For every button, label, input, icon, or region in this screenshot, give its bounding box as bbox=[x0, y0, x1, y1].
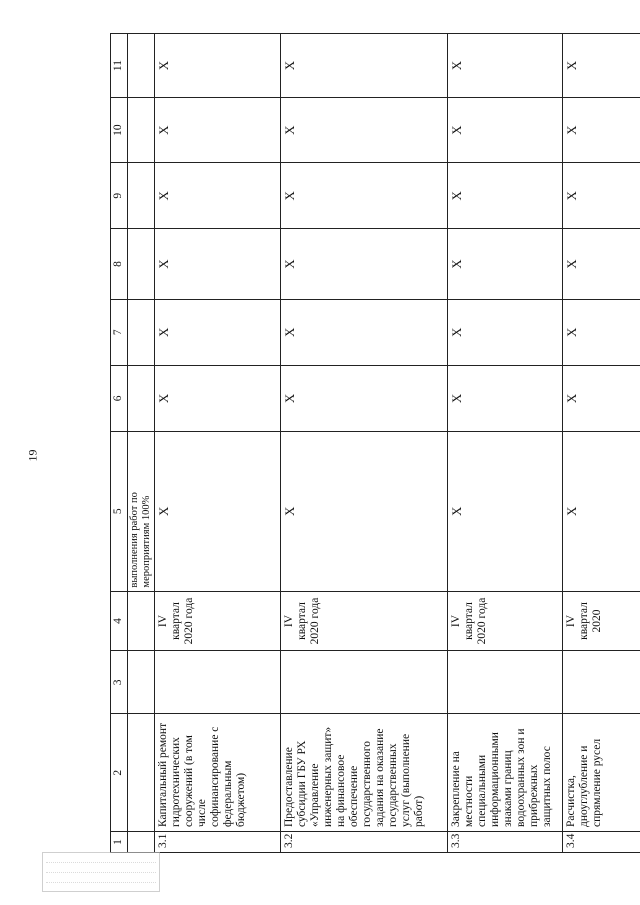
x-cell: X bbox=[448, 163, 563, 229]
measure-name: Предоставление субсидии ГБУ РХ «Управление инженерных защит» на финансовое обеспечение государственного задания на оказание государственных услуг (выполнение работ) bbox=[281, 714, 448, 832]
table-row bbox=[281, 34, 448, 853]
row-number: 3.3 bbox=[448, 832, 563, 853]
col-number: 11 bbox=[111, 34, 128, 98]
x-cell: X bbox=[281, 365, 448, 431]
table-row bbox=[563, 34, 640, 853]
x-cell: X bbox=[563, 229, 640, 299]
col-number: 6 bbox=[111, 365, 128, 431]
x-cell: X bbox=[155, 229, 281, 299]
column-number-row bbox=[111, 34, 128, 853]
x-cell: X bbox=[448, 34, 563, 98]
continuation-text: выполнения работ по мероприятиям 100% bbox=[128, 431, 155, 591]
col5-cell: X bbox=[448, 431, 563, 591]
col3-cell bbox=[448, 651, 563, 714]
table-row bbox=[448, 34, 563, 853]
x-cell: X bbox=[281, 34, 448, 98]
continuation-row bbox=[128, 34, 155, 853]
row-number: 3.2 bbox=[281, 832, 448, 853]
col-number: 5 bbox=[111, 431, 128, 591]
x-cell: X bbox=[155, 34, 281, 98]
col-number: 9 bbox=[111, 163, 128, 229]
col5-cell: X bbox=[281, 431, 448, 591]
term-cell: IV квартал 2020 bbox=[563, 591, 640, 651]
x-cell: X bbox=[281, 98, 448, 163]
col3-cell bbox=[281, 651, 448, 714]
x-cell: X bbox=[155, 299, 281, 365]
col5-cell: X bbox=[155, 431, 281, 591]
rotated-table-sheet bbox=[110, 33, 632, 853]
x-cell: X bbox=[448, 299, 563, 365]
measures-table bbox=[110, 33, 640, 853]
x-cell: X bbox=[448, 98, 563, 163]
col-number: 2 bbox=[111, 714, 128, 832]
x-cell: X bbox=[155, 163, 281, 229]
row-number: 3.4 bbox=[563, 832, 640, 853]
term-cell: IV квартал 2020 года bbox=[155, 591, 281, 651]
term-cell: IV квартал 2020 года bbox=[448, 591, 563, 651]
x-cell: X bbox=[563, 163, 640, 229]
x-cell: X bbox=[281, 229, 448, 299]
col-number: 10 bbox=[111, 98, 128, 163]
x-cell: X bbox=[155, 98, 281, 163]
col-number: 1 bbox=[111, 832, 128, 853]
faded-stamp-image bbox=[42, 852, 160, 892]
x-cell: X bbox=[281, 299, 448, 365]
col-number: 8 bbox=[111, 229, 128, 299]
col-number: 7 bbox=[111, 299, 128, 365]
term-cell: IV квартал 2020 года bbox=[281, 591, 448, 651]
col-number: 4 bbox=[111, 591, 128, 651]
col3-cell bbox=[155, 651, 281, 714]
col-number: 3 bbox=[111, 651, 128, 714]
x-cell: X bbox=[563, 365, 640, 431]
x-cell: X bbox=[448, 365, 563, 431]
x-cell: X bbox=[563, 299, 640, 365]
x-cell: X bbox=[281, 163, 448, 229]
measure-name: Расчистка, дноуглубление и спрямление русел bbox=[563, 714, 640, 832]
x-cell: X bbox=[563, 34, 640, 98]
col3-cell bbox=[563, 651, 640, 714]
col5-cell: X bbox=[563, 431, 640, 591]
measure-name: Закрепление на местности специальными информационными знаками границ водоохранных зон и прибрежных защитных полос bbox=[448, 714, 563, 832]
x-cell: X bbox=[563, 98, 640, 163]
table-row bbox=[155, 34, 281, 853]
row-number: 3.1 bbox=[155, 832, 281, 853]
x-cell: X bbox=[448, 229, 563, 299]
page-number: 19 bbox=[25, 449, 40, 462]
x-cell: X bbox=[155, 365, 281, 431]
measure-name: Капитальный ремонт гидротехнических сооружений (в том числе софинансирование с федеральным бюджетом) bbox=[155, 714, 281, 832]
